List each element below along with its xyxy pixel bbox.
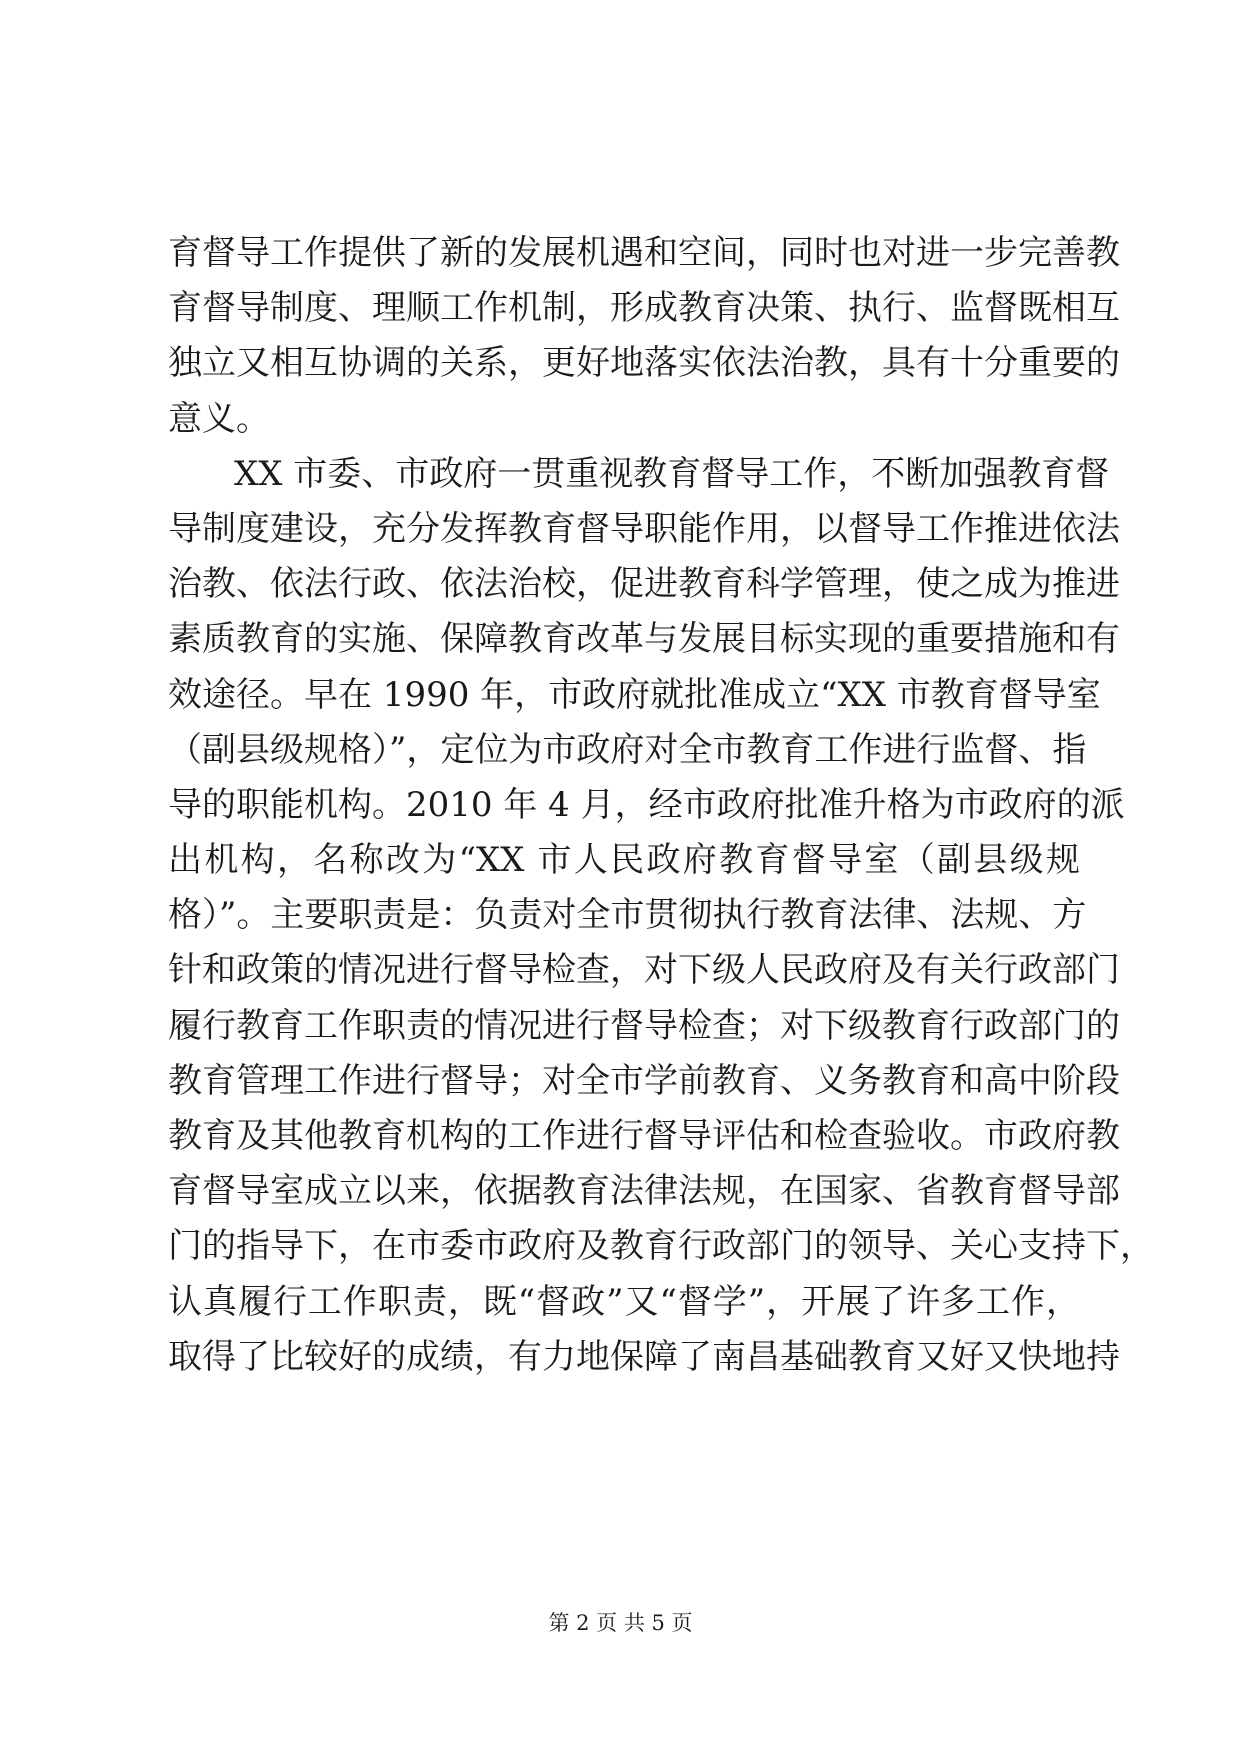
text-line: 格）”。主要职责是：负责对全市贯彻执行教育法律、法规、方: [168, 895, 1087, 936]
text-line: 教育及其他教育机构的工作进行督导评估和检查验收。市政府教: [168, 1116, 1120, 1156]
text-line: 独立又相互协调的关系，更好地落实依法治教，具有十分重要的: [168, 343, 1120, 384]
text-line: 育督导工作提供了新的发展机遇和空间，同时也对进一步完善教: [168, 233, 1120, 273]
text-line: 针和政策的情况进行督导检查，对下级人民政府及有关行政部门: [168, 950, 1120, 991]
text-line: XX 市委、市政府一贯重视教育督导工作，不断加强教育督: [234, 453, 1110, 494]
text-line: 出机构，名称改为“XX 市人民政府教育督导室（副县级规: [168, 840, 1080, 881]
page-footer: 第 2 页 共 5 页: [548, 1611, 693, 1635]
paragraph: [168, 447, 1154, 1385]
text-line: 育督导制度、理顺工作机制，形成教育决策、执行、监督既相互: [168, 288, 1120, 329]
text-line: 门的指导下，在市委市政府及教育行政部门的领导、关心支持下，: [168, 1226, 1154, 1267]
document-body: [168, 226, 1154, 1385]
text-line: 教育管理工作进行督导；对全市学前教育、义务教育和高中阶段: [168, 1060, 1120, 1101]
text-line: （副县级规格）”，定位为市政府对全市教育工作进行监督、指: [168, 729, 1087, 770]
text-line: 治教、依法行政、依法治校，促进教育科学管理，使之成为推进: [168, 564, 1120, 605]
text-line: 取得了比较好的成绩，有力地保障了南昌基础教育又好又快地持: [168, 1336, 1120, 1377]
text-line: 履行教育工作职责的情况进行督导检查；对下级教育行政部门的: [168, 1005, 1120, 1046]
text-line: 意义。: [168, 398, 270, 439]
text-line: 导制度建设，充分发挥教育督导职能作用，以督导工作推进依法: [168, 508, 1120, 549]
text-line: 效途径。早在 1990 年，市政府就批准成立“XX 市教育督导室: [168, 674, 1101, 715]
paragraph: [168, 226, 1120, 447]
text-line: 育督导室成立以来，依据教育法律法规，在国家、省教育督导部: [168, 1171, 1120, 1212]
text-line: 素质教育的实施、保障教育改革与发展目标实现的重要措施和有: [168, 619, 1120, 660]
text-line: 认真履行工作职责，既“督政”又“督学”，开展了许多工作，: [168, 1281, 1080, 1322]
text-line: 导的职能机构。2010 年 4 月，经市政府批准升格为市政府的派: [168, 784, 1125, 825]
